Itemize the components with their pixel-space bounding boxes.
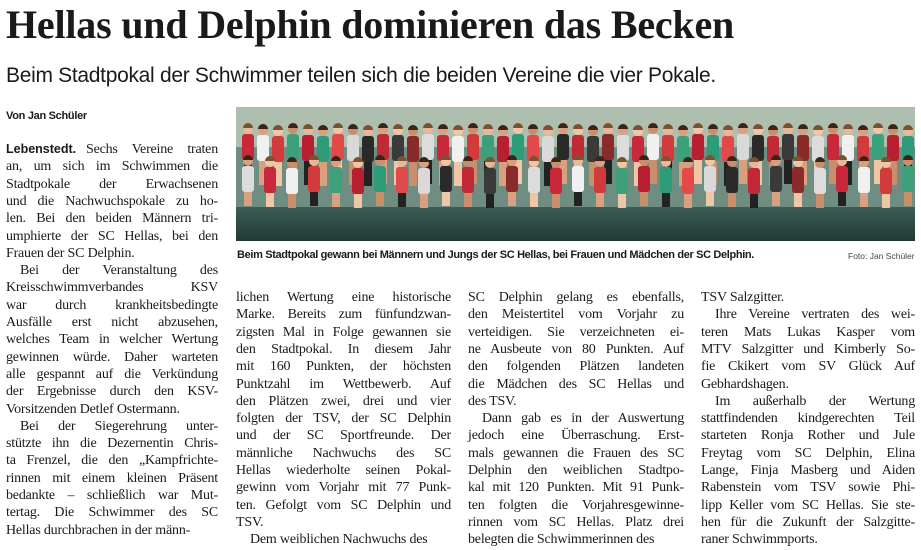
team-photo xyxy=(236,107,915,241)
article-line: kal mit 120 Punkten. Mit 91 Punk- xyxy=(468,480,684,496)
article-line: raner Schwimmports. xyxy=(701,532,818,548)
article-line: rinnen vom SC Hellas. Platz drei xyxy=(468,514,684,530)
article-line: den Meistertitel vom Vorjahr zu xyxy=(468,307,684,323)
article-line: den Plätzen zwei, drei und vier xyxy=(236,393,451,409)
article-line: zigsten Mal in Folge gewannen sie xyxy=(236,324,451,340)
article-line: männliche Nachwuchs des SC xyxy=(236,445,451,461)
article-line: stützte ihn die Dezernentin Chris- xyxy=(6,436,218,452)
article-line: Stadtpokale der Erwachsenen xyxy=(6,176,218,192)
headline: Hellas und Delphin dominieren das Becken xyxy=(6,2,735,47)
article-line: Ihre Vereine vertraten des wei- xyxy=(715,307,915,323)
article-line: verteidigen. Sie verzeichneten ei- xyxy=(468,324,684,340)
article-line: war durch krankheitsbedingte xyxy=(6,297,218,313)
photo-caption: Beim Stadtpokal gewann bei Männern und Jungs der SC Hellas, bei Frauen und Mädchen der SC Delphin. xyxy=(237,249,755,261)
article-line: stattfindenden kindgerechten Teil xyxy=(701,411,915,427)
article-line: SC Delphin gelang es ebenfalls, xyxy=(468,290,684,305)
article-line: TSV Salzgitter. xyxy=(701,290,785,305)
article-line: TSV. xyxy=(236,514,264,530)
article-line: belegten die Schwimmerinnen des xyxy=(468,532,655,548)
article-line: lichen Wertung eine historische xyxy=(236,290,451,305)
article-line: Bei der Veranstaltung des xyxy=(20,263,218,279)
article-line: Dem weiblichen Nachwuchs des xyxy=(250,532,428,548)
article-line: ta Frenzel, die den „Kampfrichte- xyxy=(6,453,218,469)
article-line: Delphin den weiblichen Stadtpo- xyxy=(468,463,684,478)
article-line: die Mädchen des SC Hellas und xyxy=(468,376,684,392)
article-line: Kreisschwimmverbandes KSV xyxy=(6,280,218,296)
article-line: der Ergebnisse durch den KSV- xyxy=(6,384,218,400)
article-line: mals gewannen die Frauen des SC xyxy=(468,445,684,461)
article-line: len. Bei den beiden Männern tri- xyxy=(6,211,218,227)
article-line: hen für die Zukunft der Salzgitte- xyxy=(701,514,915,530)
article-line: den Stadtpokal. In diesem Jahr xyxy=(236,341,451,357)
article-line: Rabenstein vom TSV sowie Phi- xyxy=(701,480,915,496)
article-line: und der SC Sportfreunde. Der xyxy=(236,428,451,444)
article-line: Frauen der SC Delphin. xyxy=(6,245,135,261)
article-line: fie Ckikert vom SV Glück Auf xyxy=(701,359,915,375)
article-line: Hellas wiederholte seinen Pokal- xyxy=(236,463,451,478)
article-line: Hellas durchbrachen in der männ- xyxy=(6,522,191,538)
article-line: den folgenden Plätzen landeten xyxy=(468,359,684,375)
article-line: teren Mats Lukas Kasper vom xyxy=(701,324,915,340)
article-line: Dann gab es in der Auswertung xyxy=(482,411,684,427)
article-line: Punktzahl im Wettbewerb. Auf xyxy=(236,376,451,392)
article-line: starteten Ronja Rother und Jule xyxy=(701,428,915,444)
article-line: des TSV. xyxy=(468,393,517,409)
dateline-label: Lebenstedt. xyxy=(6,142,77,156)
article-line: an, um sich im Schwimmen die xyxy=(6,159,218,175)
article-line: gewinnen würde. Daher warteten xyxy=(6,349,218,365)
article-line: Vorsitzenden Detlef Ostermann. xyxy=(6,401,180,417)
group-photo-illustration xyxy=(236,107,915,241)
subheadline: Beim Stadtpokal der Schwimmer teilen sich die beiden Vereine die vier Pokale. xyxy=(6,64,716,87)
article-line: umphierte der SC Hellas, bei den xyxy=(6,228,218,244)
article-line: lipp Keller vom SC Hellas. Sie ste- xyxy=(701,497,915,513)
photo-credit: Foto: Jan Schüler xyxy=(848,251,915,261)
article-line: Lange, Finja Masberg und Aiden xyxy=(701,463,915,478)
article-line: alle gespannt auf die Verkündung xyxy=(6,366,218,382)
article-line: Bei der Siegerehrung unter- xyxy=(20,418,218,434)
article-line: rinnen mit einem kleinen Präsent xyxy=(6,470,218,486)
byline: Von Jan Schüler xyxy=(6,110,87,122)
article-line: Gebhardshagen. xyxy=(701,376,789,392)
article-line: tertag. Die Schwimmer des SC xyxy=(6,505,218,521)
article-line: Marke. Bereits zum fünfundzwan- xyxy=(236,307,451,323)
article-line: jedoch eine Überraschung. Erst- xyxy=(468,428,684,444)
article-line: MTV Salzgitter und Kimberly So- xyxy=(701,341,915,357)
article-line: und die Nachwuchspokale zu ho- xyxy=(6,193,218,209)
article-line: Ausfälle erst nicht abzusehen, xyxy=(6,315,218,330)
article-line: Freytag vom SC Delphin, Elina xyxy=(701,445,915,461)
article-line: Im außerhalb der Wertung xyxy=(715,393,915,409)
article-line: welches Team in welcher Wertung xyxy=(6,332,218,348)
article-line: mit 160 Punkten, der höchsten xyxy=(236,359,451,375)
article-line: ten folgten die Vorjahresgewinne- xyxy=(468,497,684,513)
article-line: Sechs Vereine traten xyxy=(86,142,218,157)
article-line: bedankte – schließlich war Mut- xyxy=(6,488,218,503)
article-line: ne Ausbeute von 80 Punkten. Auf xyxy=(468,341,684,357)
article-line: gewinn vom Vorjahr mit 77 Punk- xyxy=(236,480,451,496)
article-line: ten. Gefolgt vom SC Delphin und xyxy=(236,497,451,513)
article-line: folgten der TSV, der SC Delphin xyxy=(236,411,451,427)
